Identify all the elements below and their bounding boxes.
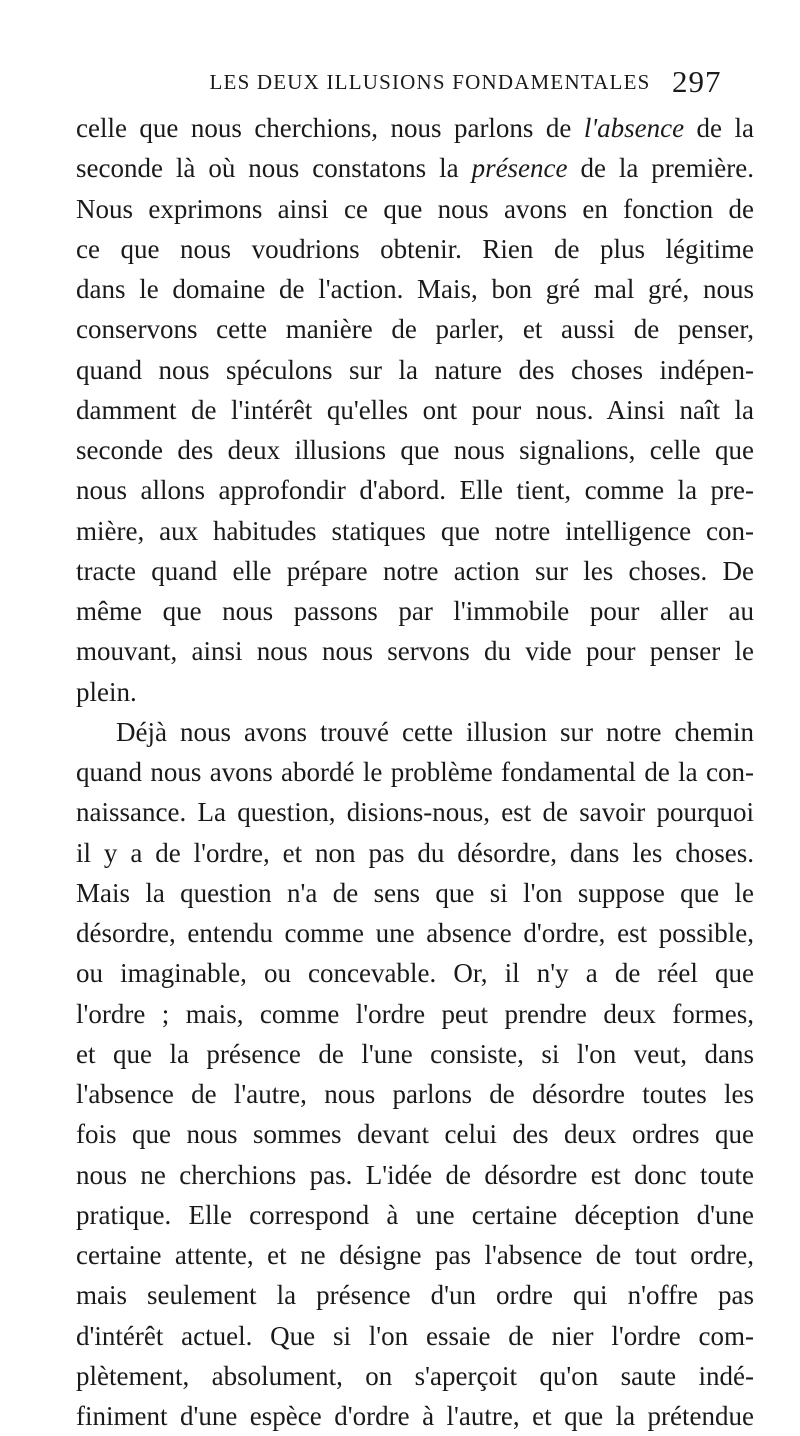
text-line: nous ne cherchions pas. L'idée de désordre est donc toute: [76, 1159, 754, 1190]
text-line: conservons cette manière de parler, et aussi de penser,: [76, 314, 754, 345]
text-line: fois que nous sommes devant celui des deux ordres que: [76, 1119, 754, 1150]
text-line: l'absence de l'autre, nous parlons de désordre toutes les: [76, 1079, 754, 1109]
text-line: finiment d'une espèce d'ordre à l'autre, et que la prétendue: [76, 1401, 754, 1431]
text-line: l'ordre ; mais, comme l'ordre peut prendre deux formes,: [76, 998, 754, 1029]
italic-word-presence: présence: [471, 153, 568, 184]
italic-word-absence: l'absence: [583, 113, 685, 143]
text-line: Nous exprimons ainsi ce que nous avons en fonction de: [76, 193, 754, 224]
text-line: quand nous spéculons sur la nature des choses indépen-: [76, 354, 754, 385]
text-line: seconde là où nous constatons la présence de la première.: [76, 153, 754, 184]
text-line: dans le domaine de l'action. Mais, bon gré mal gré, nous: [76, 274, 754, 304]
text-line: celle que nous cherchions, nous parlons de l'absence de la: [76, 113, 754, 143]
text-line: il y a de l'ordre, et non pas du désordre, dans les choses.: [76, 837, 754, 868]
running-head-title: LES DEUX ILLUSIONS FONDAMENTALES: [209, 70, 651, 94]
text-line: même que nous passons par l'immobile pour aller au: [76, 596, 754, 626]
text-line: certaine attente, et ne désigne pas l'absence de tout ordre,: [76, 1240, 754, 1270]
text-line: ce que nous voudrions obtenir. Rien de plus légitime: [76, 233, 754, 264]
body-text: [76, 108, 754, 1436]
text-line: et que la présence de l'une consiste, si l'on veut, dans: [76, 1038, 754, 1069]
text-line: nous allons approfondir d'abord. Elle tient, comme la pre-: [76, 475, 754, 506]
paragraph-start-line: Déjà nous avons trouvé cette illusion sur notre chemin: [116, 716, 754, 747]
text-line: Mais la question n'a de sens que si l'on suppose que le: [76, 877, 754, 908]
page-number: 297: [672, 64, 722, 99]
text-line: naissance. La question, disions-nous, est de savoir pourquoi: [76, 797, 754, 828]
paragraph-end-line: plein.: [76, 676, 137, 707]
text-line: désordre, entendu comme une absence d'ordre, est possible,: [76, 918, 754, 948]
text-line: ou imaginable, ou concevable. Or, il n'y a de réel que: [76, 958, 754, 989]
text-line: pratique. Elle correspond à une certaine déception d'une: [76, 1199, 754, 1230]
text-line: damment de l'intérêt qu'elles ont pour nous. Ainsi naît la: [76, 394, 754, 425]
text-line: quand nous avons abordé le problème fondamental de la con-: [76, 757, 754, 787]
text-line: mais seulement la présence d'un ordre qui n'offre pas: [76, 1280, 754, 1311]
text-line: d'intérêt actuel. Que si l'on essaie de nier l'ordre com-: [76, 1320, 754, 1351]
text-line: mouvant, ainsi nous nous servons du vide pour penser le: [76, 636, 754, 667]
text-line: mière, aux habitudes statiques que notre intelligence con-: [76, 515, 754, 546]
text-line: seconde des deux illusions que nous signalions, celle que: [76, 435, 754, 465]
text-line: plètement, absolument, on s'aperçoit qu'on saute indé-: [76, 1360, 754, 1391]
text-line: tracte quand elle prépare notre action sur les choses. De: [76, 555, 754, 586]
